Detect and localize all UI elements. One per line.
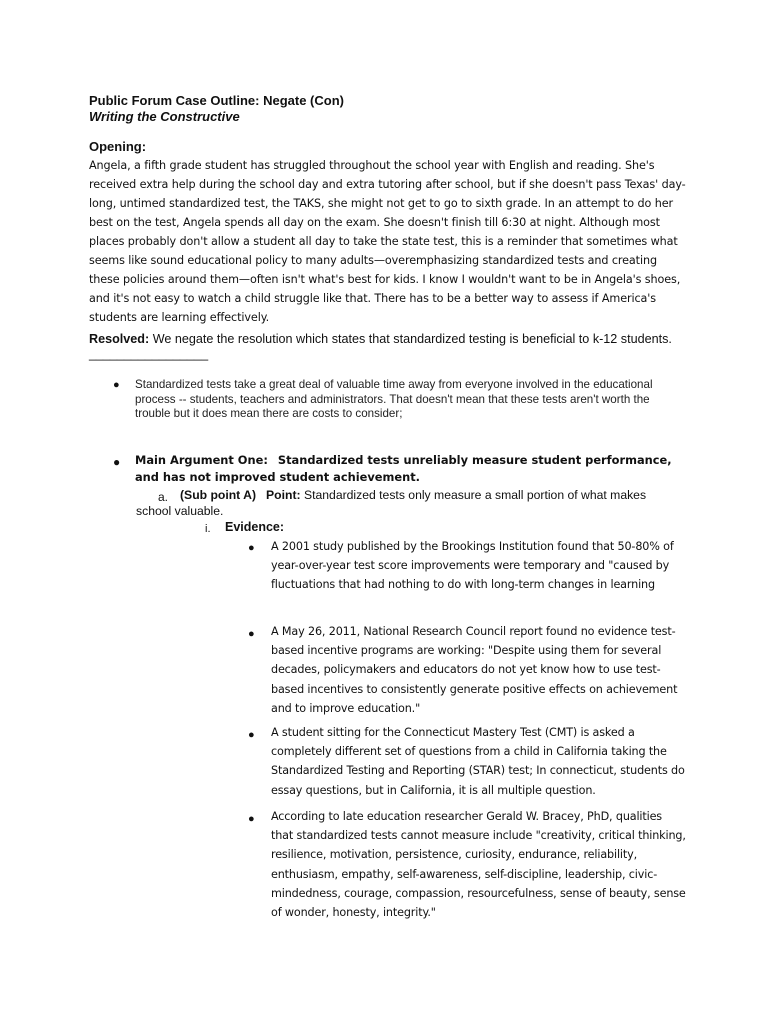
resolved-statement [89, 331, 699, 347]
evidence-marker: i. [205, 523, 211, 535]
bullet-icon: ● [113, 455, 121, 469]
intro-bullet-text: Standardized tests take a great deal of valuable time away from everyone involved in the educational process -- students, teachers and administrators. That doesn't mean that these tests aren't worth the trouble but it does mean there are costs to consider; [135, 378, 653, 420]
point-label: Point: [266, 488, 301, 502]
main-argument-text: Standardized tests unreliably measure student performance, and has not improved student achievement. [135, 453, 672, 484]
point-text-continued: school valuable. [136, 504, 224, 518]
evidence-item: According to late education researcher Gerald W. Bracey, PhD, qualities that standardized tests cannot measure include "creativity, critical thinking, resilience, motivation, persistence, curiosity, endurance, reliability, enthusiasm, empathy, self-awareness, self-discipline, leadership, civic-mindedness, courage, compassion, resourcefulness, sense of beauty, sense of wonder, honesty, integrity." [271, 810, 686, 920]
subpoint-a [136, 487, 690, 519]
bullet-icon: ● [248, 628, 255, 640]
resolved-label: Resolved: [89, 332, 150, 346]
underline-rule: _________________ [89, 347, 209, 361]
evidence-heading: Evidence: [225, 520, 285, 534]
resolved-text: We negate the resolution which states that standardized testing is beneficial to k-12 students. [149, 332, 672, 346]
main-argument-label: Main Argument One: [135, 453, 268, 467]
main-argument [135, 452, 695, 486]
subpoint-marker: a. [158, 490, 169, 504]
document-subtitle: Writing the Constructive [89, 109, 240, 124]
evidence-item: A May 26, 2011, National Research Council report found no evidence test-based incentive programs are working: "Despite using them for several decades, policymakers and educators do not yet know how to use test-based incentives to consistently generate positive effects on achievement and to improve education." [271, 625, 678, 715]
opening-heading: Opening: [89, 139, 147, 154]
bullet-icon: ● [113, 379, 120, 391]
evidence-item: A student sitting for the Connecticut Mastery Test (CMT) is asked a completely different set of questions from a child in California taking the Standardized Testing and Reporting (STAR) test; In connecticut, students do essay questions, but in California, it is all multiple question. [271, 726, 685, 797]
opening-paragraph: Angela, a fifth grade student has struggled throughout the school year with English and reading. She's received extra help during the school day and extra tutoring after school, but if she doesn't pass Texas' day-long, untimed standardized test, the TAKS, she might not get to go to sixth grade. In an attempt to do her best on the test, Angela spends all day on the exam. She doesn't finish till 6:30 at night. Although most places probably don't allow a student all day to take the state test, this is a reminder that sometimes what seems like sound educational policy to many adults—overemphasizing standardized tests and creating these policies around them—often isn't what's best for kids. I know I wouldn't want to be in Angela's shoes, and it's not easy to watch a child struggle like that. There has to be a better way to assess if America's students are learning effectively. [89, 159, 686, 324]
subpoint-label: (Sub point A) [180, 488, 257, 502]
document-title: Public Forum Case Outline: Negate (Con) [89, 93, 344, 108]
bullet-icon: ● [248, 729, 255, 741]
bullet-icon: ● [248, 813, 255, 825]
bullet-icon: ● [248, 542, 255, 554]
point-text: Standardized tests only measure a small portion of what makes [300, 488, 647, 502]
evidence-item: A 2001 study published by the Brookings Institution found that 50-80% of year-over-year test score improvements were temporary and "caused by fluctuations that had nothing to do with long-term changes in learning [271, 540, 674, 592]
